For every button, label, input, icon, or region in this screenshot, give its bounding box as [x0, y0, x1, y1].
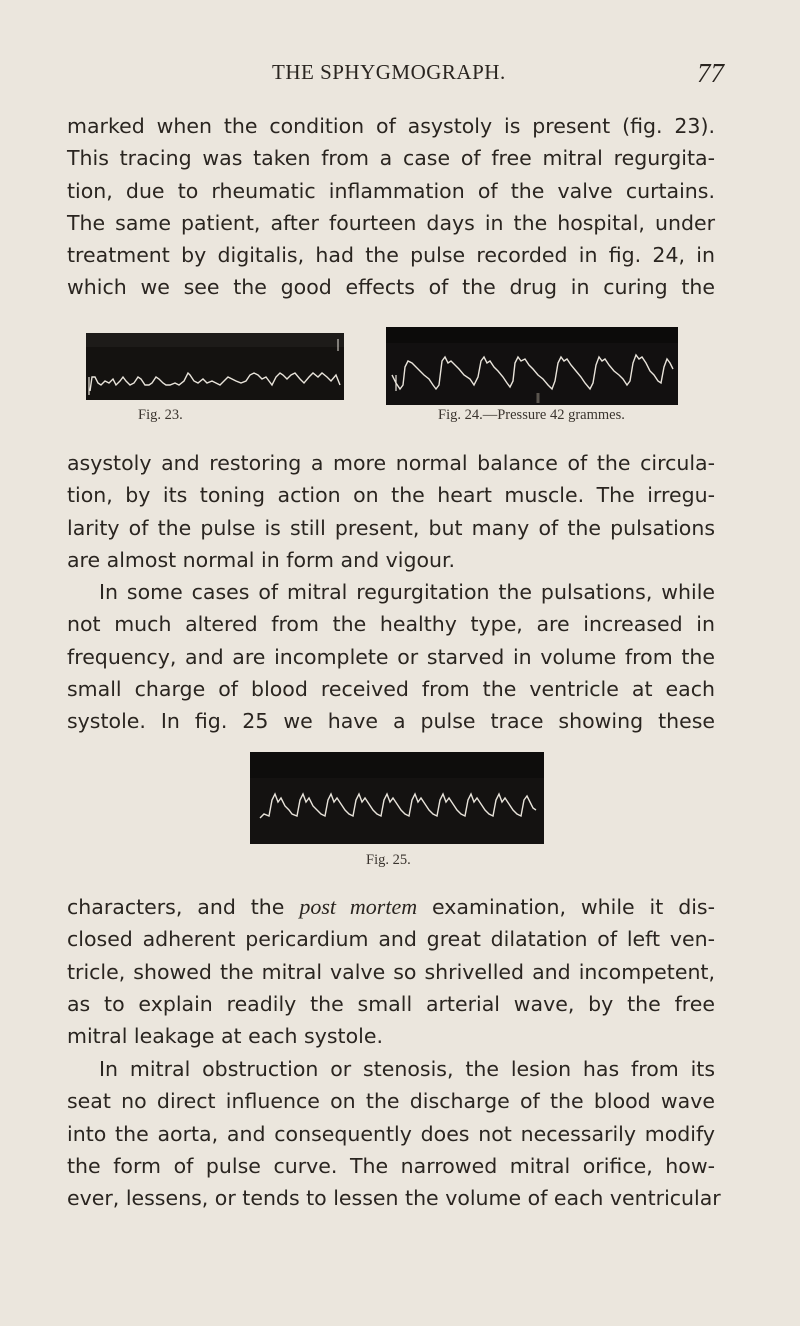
text-line: asystoly and restoring a more normal balance of the circula- [67, 451, 715, 475]
fig-23-pulse-tracing [86, 333, 344, 400]
paragraph-4 [67, 891, 715, 1052]
text-line: tion, due to rheumatic inflammation of the valve curtains. [67, 178, 715, 203]
text-line: the form of pulse curve. The narrowed mitral orifice, how- [67, 1153, 715, 1178]
text-line: tion, by its toning action on the heart muscle. The irregu- [67, 483, 715, 508]
text-line: This tracing was taken from a case of free mitral regurgita- [67, 146, 715, 171]
fig-25-pulse-tracing [250, 752, 544, 844]
text-line: not much altered from the healthy type, are increased in [67, 612, 715, 637]
italic-latin-phrase: post mortem [299, 894, 418, 919]
text-fragment: examination, while it dis- [417, 895, 715, 919]
text-line: ever, lessens, or tends to lessen the volume of each ventricular [67, 1186, 721, 1211]
text-line: In some cases of mitral regurgitation the pulsations, while [99, 580, 715, 604]
text-line: treatment by digitalis, had the pulse recorded in fig. 24, in [67, 243, 715, 268]
text-line: into the aorta, and consequently does not necessarily modify [67, 1121, 715, 1146]
text-line: marked when the condition of asystoly is present (fig. 23). [67, 114, 715, 138]
text-line: tricle, showed the mitral valve so shrivelled and incompetent, [67, 959, 715, 984]
paragraph-3 [67, 576, 715, 737]
fig-24-pulse-tracing [386, 327, 678, 405]
text-line: In mitral obstruction or stenosis, the lesion has from its [99, 1057, 715, 1081]
text-line: larity of the pulse is still present, but many of the pulsations [67, 515, 715, 540]
text-line: frequency, and are incomplete or starved in volume from the [67, 644, 715, 669]
paragraph-5 [67, 1053, 721, 1214]
text-line: as to explain readily the small arterial wave, by the free [67, 991, 715, 1016]
text-line: small charge of blood received from the ventricle at each [67, 676, 715, 701]
text-fragment: characters, and the [67, 895, 300, 919]
page-header [0, 60, 800, 100]
fig-25-caption: Fig. 25. [366, 852, 411, 868]
text-line: which we see the good effects of the drug in curing the [67, 275, 715, 300]
text-line: seat no direct influence on the discharge of the blood wave [67, 1089, 715, 1114]
fig-23-caption: Fig. 23. [138, 407, 183, 423]
text-line: are almost normal in form and vigour. [67, 547, 456, 572]
text-line [67, 891, 715, 923]
text-line: systole. In fig. 25 we have a pulse trace showing these [67, 709, 715, 734]
fig-24-caption: Fig. 24.—Pressure 42 grammes. [438, 407, 625, 423]
text-line: The same patient, after fourteen days in the hospital, under [67, 210, 715, 235]
paragraph-1 [67, 110, 715, 304]
text-line: closed adherent pericardium and great dilatation of left ven- [67, 927, 715, 952]
paragraph-2 [67, 447, 715, 576]
text-line: mitral leakage at each systole. [67, 1024, 383, 1049]
page-number: 77 [697, 58, 724, 88]
running-title: THE SPHYGMOGRAPH. [272, 60, 506, 84]
